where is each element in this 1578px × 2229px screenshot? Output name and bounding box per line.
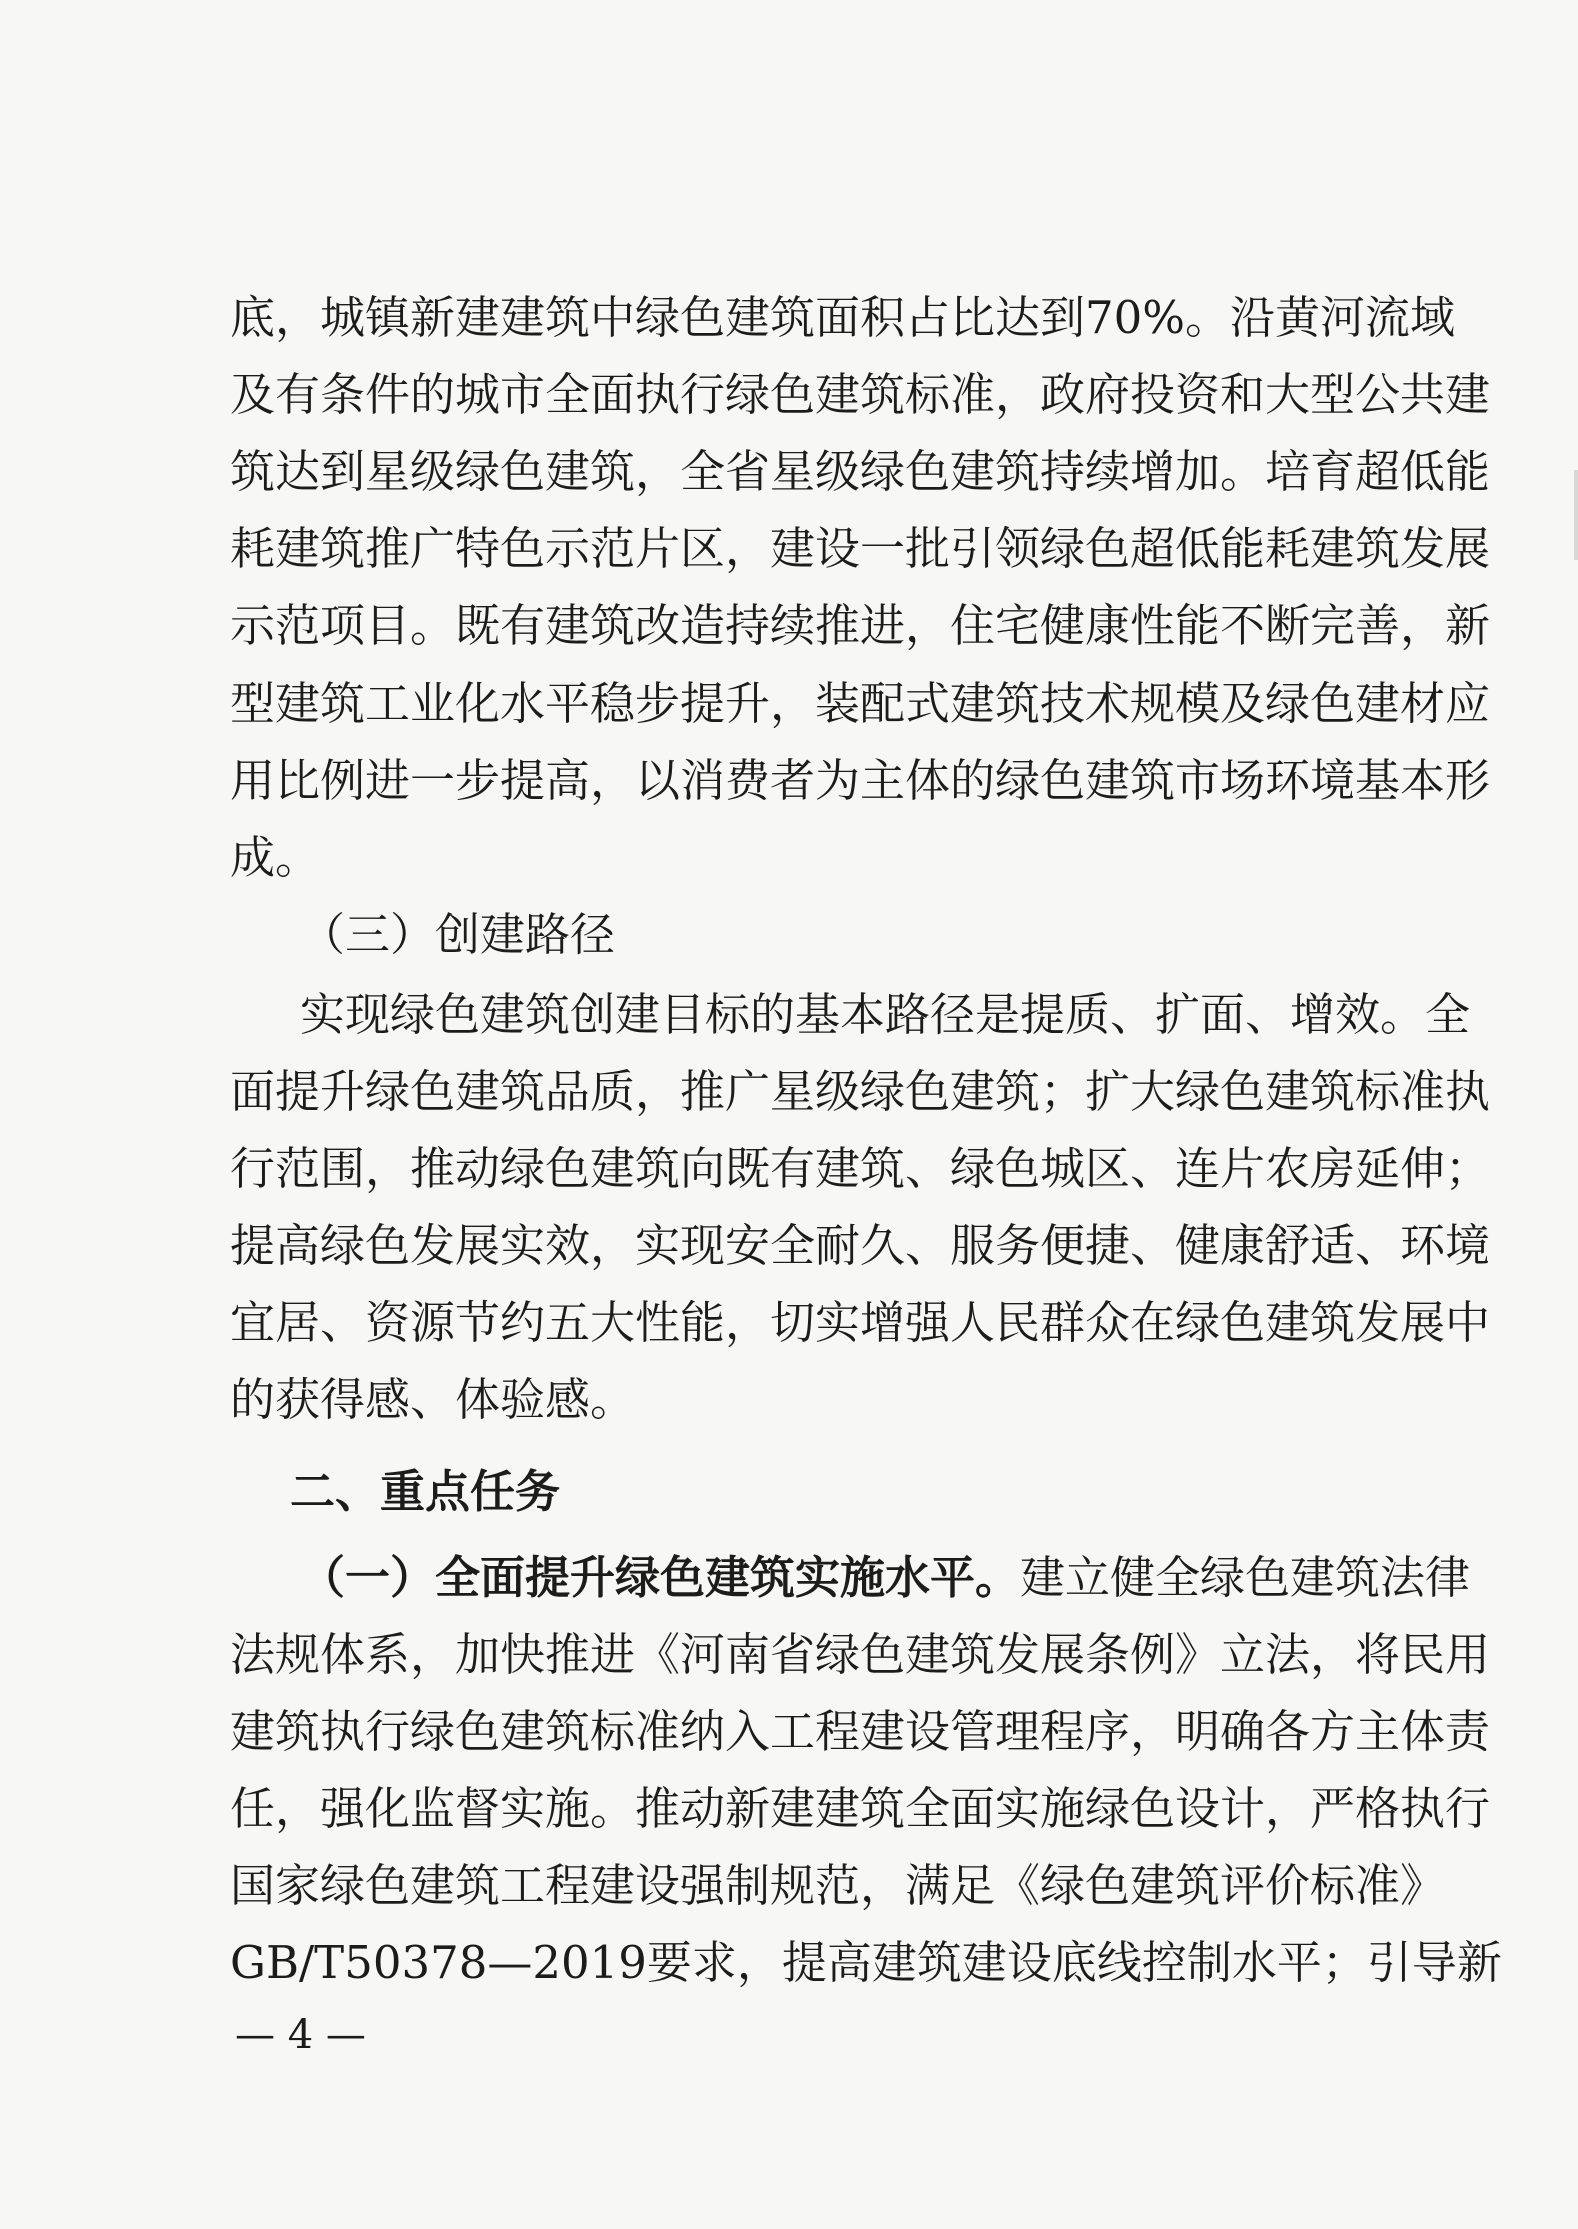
section-heading-path: （三）创建路径 xyxy=(300,908,616,961)
paragraph-line: 底，城镇新建建筑中绿色建筑面积占比达到70%。沿黄河流域 xyxy=(230,291,1456,344)
paragraph-line: 及有条件的城市全面执行绿色建筑标准，政府投资和大型公共建 xyxy=(230,368,1491,421)
paragraph-line: 面提升绿色建筑品质，推广星级绿色建筑；扩大绿色建筑标准执 xyxy=(230,1065,1491,1118)
paragraph-line: 行范围，推动绿色建筑向既有建筑、绿色城区、连片农房延伸； xyxy=(230,1142,1491,1195)
paragraph-line: 示范项目。既有建筑改造持续推进，住宅健康性能不断完善，新 xyxy=(230,599,1491,652)
paragraph-line: 宜居、资源节约五大性能，切实增强人民群众在绿色建筑发展中 xyxy=(230,1296,1491,1349)
paragraph-first-line xyxy=(300,1548,1471,1608)
paragraph-line: 筑达到星级绿色建筑，全省星级绿色建筑持续增加。培育超低能 xyxy=(230,445,1491,498)
scan-edge-mark xyxy=(1574,470,1578,560)
paragraph-line: 的获得感、体验感。 xyxy=(230,1373,636,1426)
page-number: — 4 — xyxy=(235,2012,366,2058)
paragraph-line: 用比例进一步提高，以消费者为主体的绿色建筑市场环境基本形 xyxy=(230,754,1491,807)
subsection-lead: （一）全面提升绿色建筑实施水平。 xyxy=(300,1551,1021,1604)
paragraph-line: 实现绿色建筑创建目标的基本路径是提质、扩面、增效。全 xyxy=(300,988,1471,1041)
section-heading-tasks: 二、重点任务 xyxy=(290,1465,561,1518)
paragraph-line: 任，强化监督实施。推动新建建筑全面实施绿色设计，严格执行 xyxy=(230,1782,1491,1835)
paragraph-line: 国家绿色建筑工程建设强制规范，满足《绿色建筑评价标准》 xyxy=(230,1859,1446,1912)
paragraph-line: 提高绿色发展实效，实现安全耐久、服务便捷、健康舒适、环境 xyxy=(230,1219,1491,1272)
paragraph-line: 成。 xyxy=(230,831,321,884)
paragraph-text: 建立健全绿色建筑法律 xyxy=(1020,1551,1471,1604)
paragraph-line: 耗建筑推广特色示范片区，建设一批引领绿色超低能耗建筑发展 xyxy=(230,522,1491,575)
paragraph-line: 法规体系，加快推进《河南省绿色建筑发展条例》立法，将民用 xyxy=(230,1628,1491,1681)
paragraph-line: GB/T50378—2019要求，提高建筑建设底线控制水平；引导新 xyxy=(230,1936,1502,1989)
paragraph-line: 建筑执行绿色建筑标准纳入工程建设管理程序，明确各方主体责 xyxy=(230,1705,1491,1758)
paragraph-line: 型建筑工业化水平稳步提升，装配式建筑技术规模及绿色建材应 xyxy=(230,677,1491,730)
